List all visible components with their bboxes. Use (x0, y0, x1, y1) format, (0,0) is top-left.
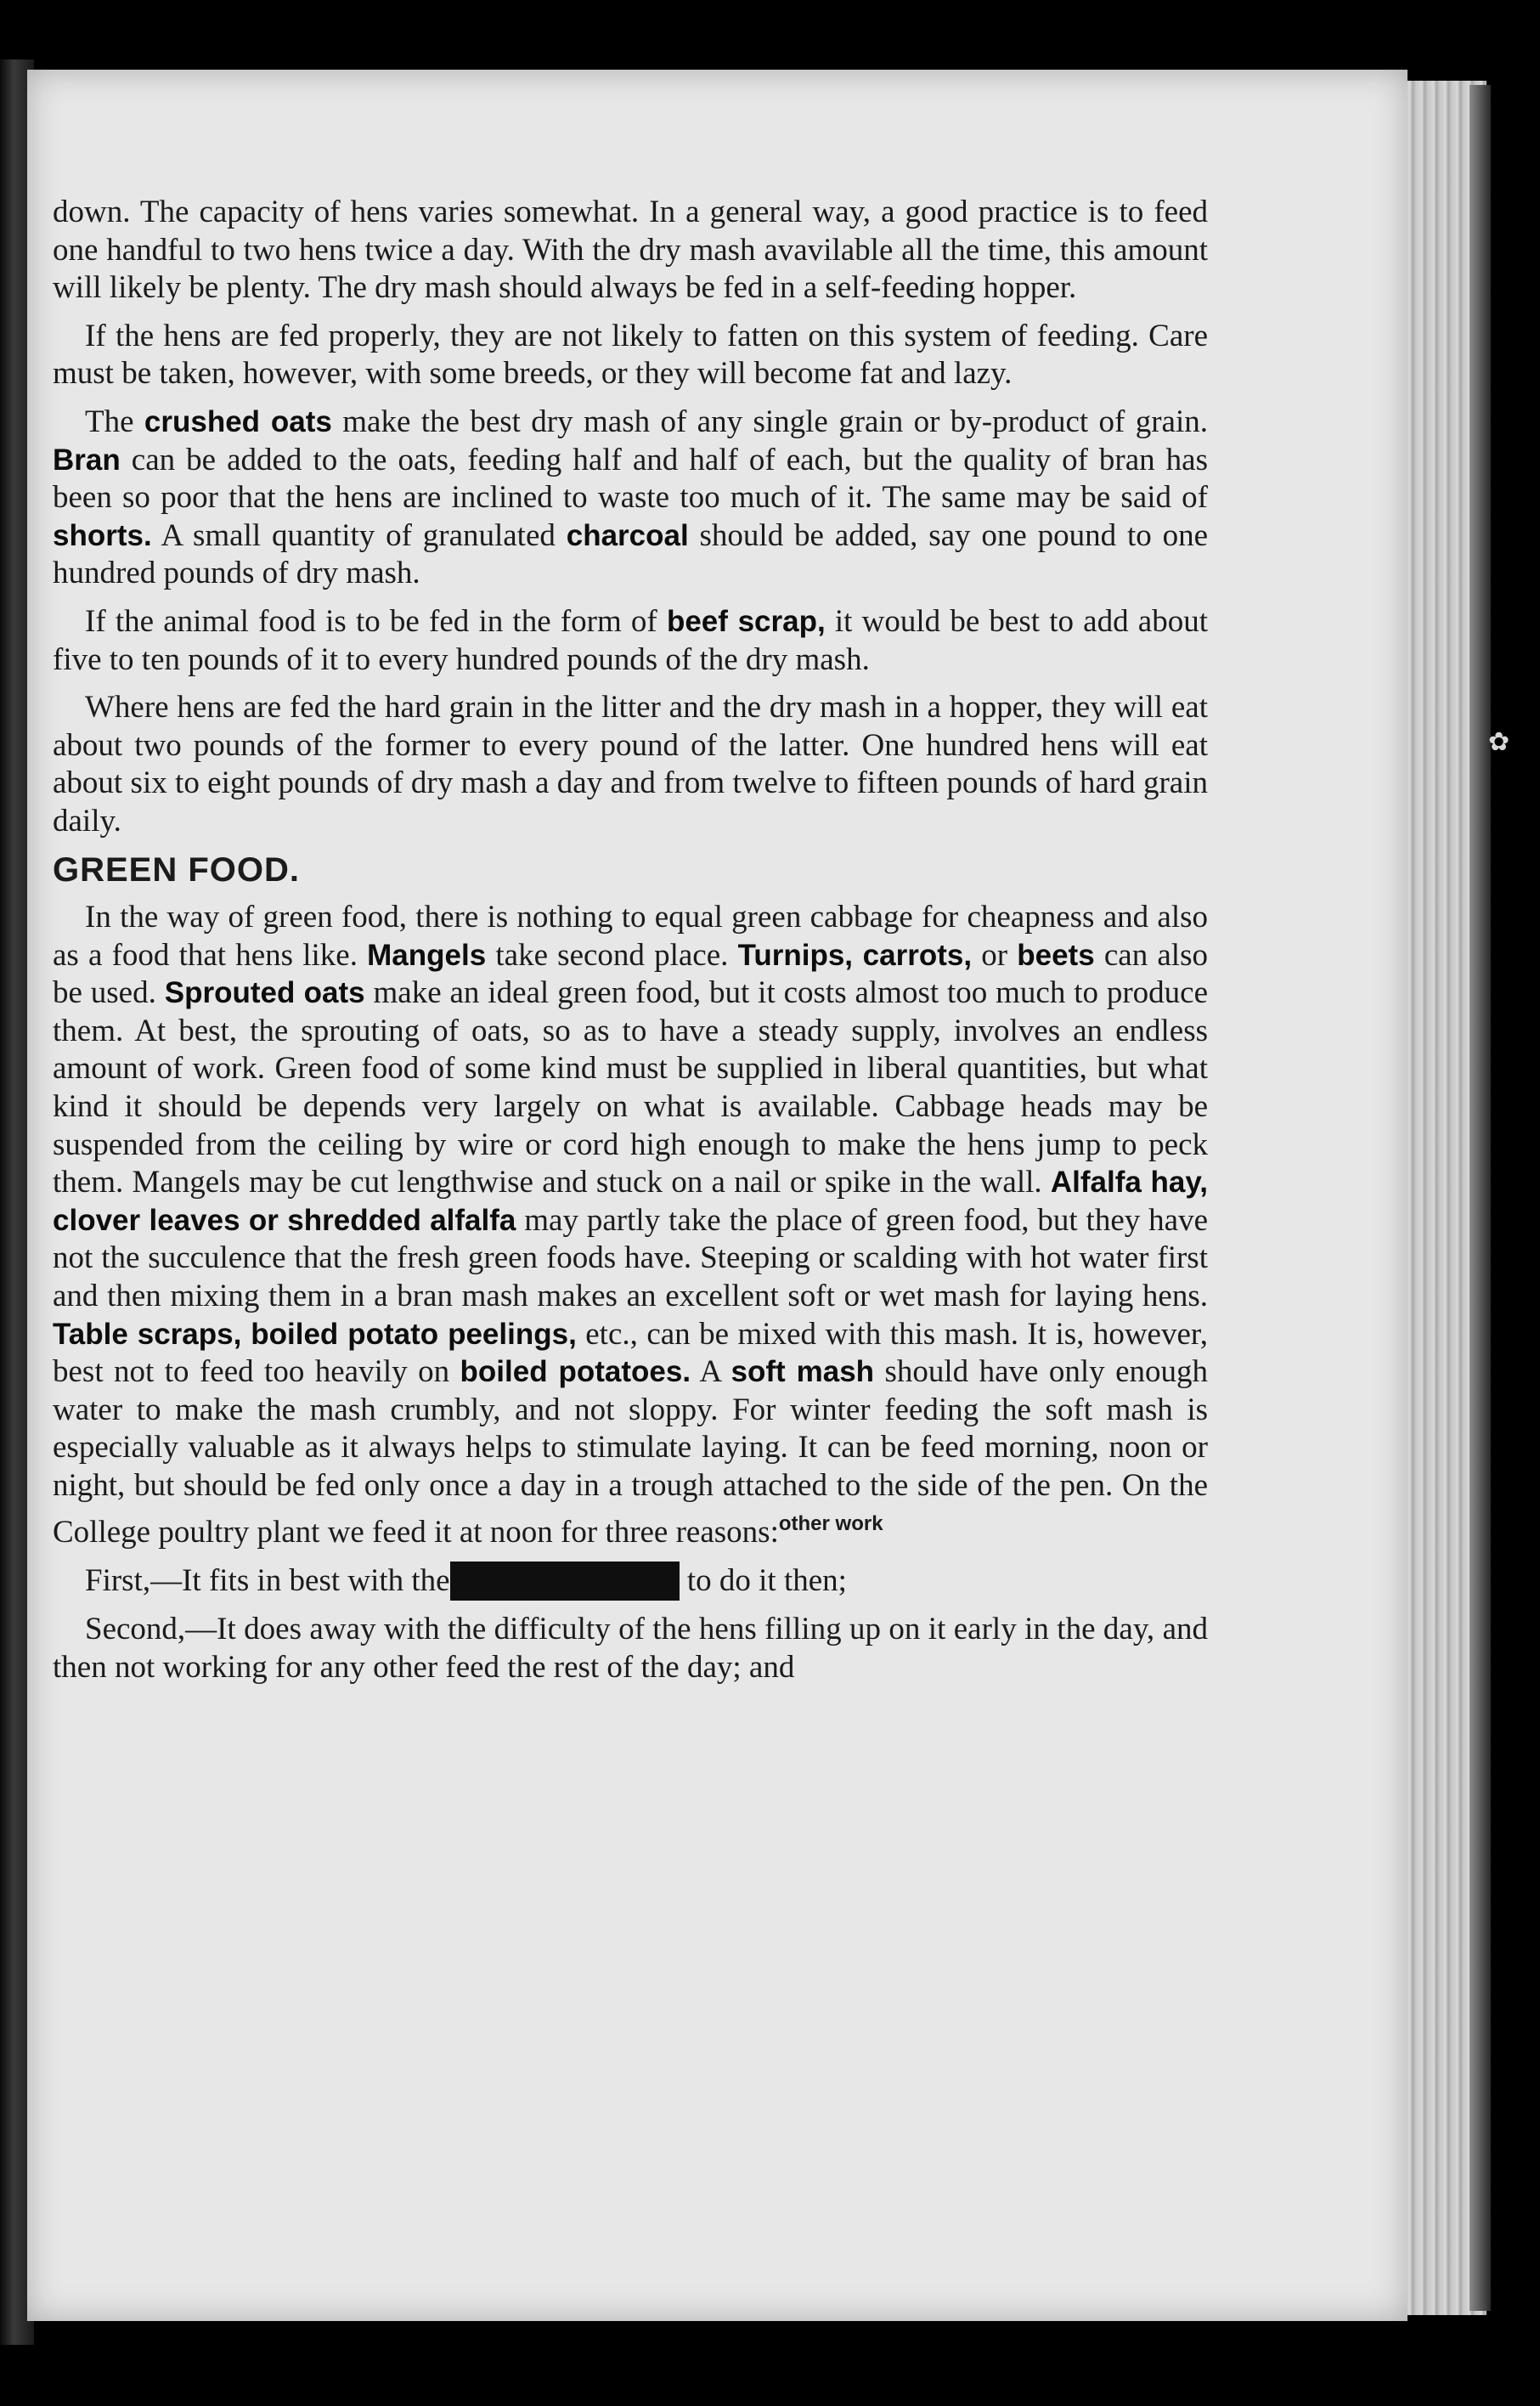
reason-first: First,—It fits in best with the to do it then; (53, 1562, 1208, 1601)
paragraph-beef-scrap: If the animal food is to be fed in the form of beef scrap, it would be best to add about five to ten pounds of it to every hundred pounds of the dry mash. (53, 603, 1208, 677)
paragraph-hopper: Where hens are fed the hard grain in the litter and the dry mash in a hopper, they will eat about two pounds of the former to every pound of the latter. One hundred hens will eat about six to eight pounds of dry mash a day and from twelve to fifteen pounds of hard grain daily. (53, 690, 1208, 839)
paragraph-continued: down. The capacity of hens varies somewhat. In a general way, a good practice is to feed one handful to two hens twice a day. With the dry mash avavilable all the time, this amount will likely be plenty. The dry mash should always be fed in a self-feeding hopper. (53, 195, 1208, 306)
section-heading: GREEN FOOD. (53, 850, 301, 889)
paragraph-crushed-oats: The crushed oats make the best dry mash of any single grain or by-product of grain. Bran can be added to the oats, feeding half and half of each, but the quality of bran has been so poor that the hens are inclined to waste too much of it. The same may be said of shorts. A small quantity of granulated charcoal should be added, say one pound to one hundred pounds of dry mash. (53, 404, 1208, 591)
book-cover-edge (1469, 85, 1491, 2311)
handwritten-insert: other work (778, 1511, 883, 1535)
redaction-bar (450, 1562, 680, 1601)
paragraph-fatten: If the hens are fed properly, they are not likely to fatten on this system of feeding. Care must be taken, however, with some breeds, or they will become fat and lazy. (53, 318, 1208, 392)
page-text (53, 194, 1208, 1697)
paragraph-green-food: In the way of green food, there is nothing to equal green cabbage for cheapness and also as a food that hens like. Mangels take second place. Turnips, carrots, or beets can also be used. Sprouted oats make an ideal green food, but it costs almost too much to produce them. At best, the sprouting of oats, so as to have a steady supply, involves an endless amount of work. Green food of some kind must be supplied in liberal quantities, but what kind it should be depends very largely on what is available. Cabbage heads may be suspended from the ceiling by wire or cord high enough to make the hens jump to peck them. Mangels may be cut lengthwise and stuck on a nail or spike in the wall. Alfalfa hay, clover leaves or shredded alfalfa may partly take the place of green food, but they have not the succulence that the fresh green foods have. Steeping or scalding with hot water first and then mixing them in a bran mash makes an excellent soft or wet mash for laying hens. Table scraps, boiled potato peelings, etc., can be mixed with this mash. It is, however, best not to feed too heavily on boiled potatoes. A soft mash should have only enough water to make the mash crumbly, and not sloppy. For winter feeding the soft mash is especially valuable as it always helps to stimulate laying. It can be feed morning, noon or night, but should be fed only once a day in a trough attached to the side of the pen. On the College poultry plant we feed it at noon for three reasons:$^{other work}$ (53, 900, 1209, 1550)
margin-ornament-icon: ✿ (1488, 728, 1510, 756)
reason-second: Second,—It does away with the difficulty of the hens filling up on it early in the day, and then not working for any other feed the rest of the day; and (53, 1612, 1208, 1685)
